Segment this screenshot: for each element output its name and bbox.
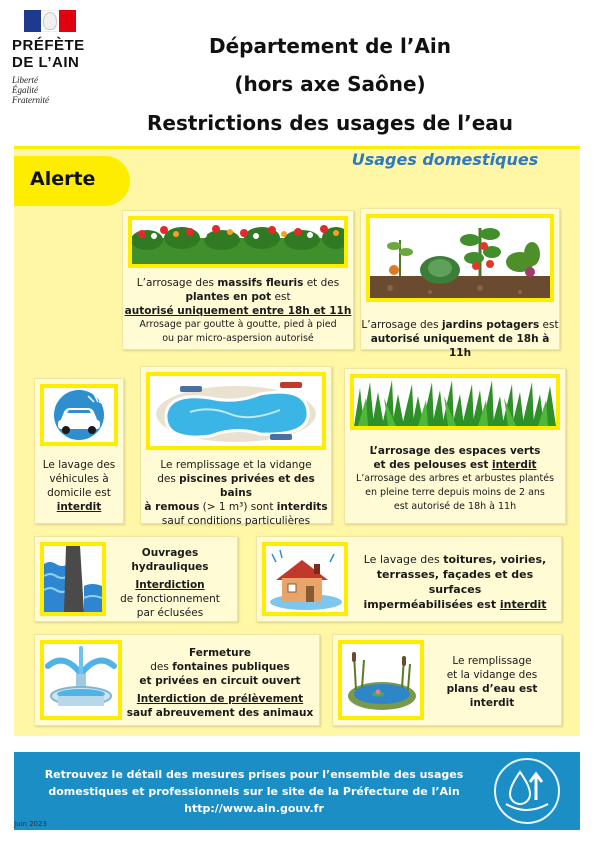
fontaines-line-1: [124, 646, 316, 660]
piscines-line-3-b: à remous: [144, 501, 200, 513]
fontaines-line-5-b: sauf abreuvement des animaux: [126, 707, 314, 719]
card-piscines-text: [140, 458, 332, 528]
card-plans-eau-text: [426, 654, 558, 710]
toitures-line-1-a: Le lavage des: [363, 553, 444, 566]
massifs-line-2: [124, 290, 352, 304]
piscines-line-3: [140, 500, 332, 514]
prefecture-logo: [12, 10, 102, 105]
massifs-line-1-a: L’arrosage des: [136, 277, 218, 289]
publication-date: Juin 2023: [14, 820, 47, 828]
dam-icon: [40, 542, 106, 616]
potagers-line-1: [360, 318, 560, 332]
piscines-line-3-mid: (> 1 m³) sont: [199, 501, 277, 513]
motto-fraternite: Fraternité: [12, 95, 49, 105]
espaces-verts-line-4: en pleine terre depuis moins de 2 ans: [365, 487, 545, 498]
espaces-verts-line-2-u: interdit: [492, 459, 537, 471]
toitures-line-1: [350, 552, 560, 567]
card-potagers-text: [360, 318, 560, 360]
ouvrages-line-2: de fonctionnement: [120, 593, 220, 605]
potagers-line-1-c: est: [539, 319, 559, 331]
espaces-verts-line-2-b: et des pelouses est: [373, 459, 493, 471]
vehicules-line-3: domicile est: [47, 487, 111, 499]
fontaines-line-1-b: Fermeture: [189, 647, 251, 659]
fontaines-line-2: [124, 660, 316, 674]
espaces-verts-line-2: [344, 458, 566, 472]
marianne-flag-icon: [24, 10, 76, 32]
massifs-line-1: [124, 276, 352, 290]
espaces-verts-line-1: [344, 444, 566, 458]
piscines-line-2: [140, 472, 332, 500]
plans-eau-line-3-b: plans d’eau est: [446, 683, 538, 695]
house-icon: [262, 542, 348, 616]
massifs-line-4: Arrosage par goutte à goutte, pied à pied: [139, 319, 337, 330]
card-ouvrages-text: [106, 546, 234, 620]
potagers-line-1-a: L’arrosage des: [361, 319, 442, 331]
toitures-line-2-b: terrasses, façades et des surfaces: [376, 568, 534, 596]
fontaines-line-2-a: des: [150, 661, 173, 673]
page-title-line-2: (hors axe Saône): [234, 72, 426, 96]
ouvrages-line-1: [106, 578, 234, 592]
massifs-line-3: [124, 304, 352, 318]
category-heading: Usages domestiques: [351, 150, 539, 169]
ouvrages-line-3: par éclusées: [136, 607, 204, 619]
fontaines-line-4-b: Interdiction de prélèvement: [136, 693, 304, 705]
page-title-line-1: Département de l’Ain: [208, 34, 451, 58]
plans-eau-line-2: et la vidange des: [446, 669, 538, 681]
plans-eau-line-4-b: interdit: [469, 697, 515, 709]
massifs-line-5: ou par micro-aspersion autorisé: [162, 333, 314, 344]
vegetable-garden-icon: [366, 214, 554, 302]
fountain-icon: [40, 640, 122, 720]
vehicules-line-1: Le lavage des: [42, 459, 116, 471]
fontaines-line-3-b: et privées en circuit ouvert: [139, 675, 301, 687]
piscines-line-4: sauf conditions particulières: [161, 515, 311, 527]
potagers-line-2: [360, 332, 560, 360]
footer-line-2: domestiques et professionnels sur le site de la Préfecture de l’Ain: [48, 785, 460, 798]
car-wash-icon: [40, 384, 118, 446]
plans-eau-line-1: Le remplissage: [452, 655, 532, 667]
massifs-line-2-c: est: [271, 291, 291, 303]
footer-link[interactable]: http://www.ain.gouv.fr: [184, 802, 324, 815]
espaces-verts-line-1-b: L’arrosage des espaces verts: [369, 445, 541, 457]
grass-icon: [350, 374, 560, 430]
toitures-line-3-u: interdit: [499, 598, 547, 611]
motto-liberte: Liberté: [12, 75, 38, 85]
piscines-line-3-b2: interdits: [276, 501, 328, 513]
ouvrages-line-1-b: Interdiction: [135, 579, 205, 591]
espaces-verts-line-5: est autorisé de 18h à 11h: [393, 501, 517, 512]
massifs-line-1-c: et des: [303, 277, 340, 289]
footer-line-1: Retrouvez le détail des mesures prises pour l’ensemble des usages: [44, 768, 464, 781]
plans-eau-line-3: [426, 682, 558, 696]
card-toitures-text: [350, 552, 560, 612]
logo-line-2: DE L’AIN: [12, 54, 80, 71]
piscines-line-2-b: piscines privées et des bains: [179, 473, 315, 499]
card-fontaines-text: [124, 646, 316, 720]
card-espaces-verts-text: [344, 444, 566, 514]
piscines-line-1: Le remplissage et la vidange: [160, 459, 312, 471]
toitures-line-1-b: toitures, voiries,: [443, 553, 547, 566]
fontaines-line-4: [124, 692, 316, 706]
ouvrages-title: [106, 546, 234, 574]
potagers-line-1-b: jardins potagers: [441, 319, 540, 331]
espaces-verts-line-3: L’arrosage des arbres et arbustes plantés: [355, 473, 555, 484]
ouvrages-title-b: Ouvrages hydrauliques: [131, 547, 209, 573]
pool-icon: [146, 372, 326, 450]
massifs-line-3-b: autorisé uniquement entre 18h et 11h: [124, 305, 352, 317]
vehicules-line-2: véhicules à: [49, 473, 109, 485]
fontaines-line-5: [124, 706, 316, 720]
massifs-line-2-b: plantes en pot: [185, 291, 272, 303]
footer-banner: [14, 752, 580, 830]
page-title-line-3: Restrictions des usages de l’eau: [147, 111, 513, 135]
alert-level-badge: Alerte: [14, 156, 130, 206]
massifs-line-1-b: massifs fleuris: [217, 277, 304, 289]
card-massifs-text: [124, 276, 352, 346]
water-emblem-icon: [494, 758, 560, 824]
piscines-line-2-a: des: [157, 473, 180, 485]
card-vehicules-text: [34, 458, 124, 514]
toitures-line-3: [350, 597, 560, 612]
pond-icon: [338, 640, 424, 720]
vehicules-line-4: [34, 500, 124, 514]
plans-eau-line-4: [426, 696, 558, 710]
logo-line-1: PRÉFÈTE: [12, 37, 85, 54]
fontaines-line-3: [124, 674, 316, 688]
flowers-icon: [128, 216, 348, 268]
toitures-line-2: [350, 567, 560, 597]
fontaines-line-2-b: fontaines publiques: [172, 661, 290, 673]
vehicules-line-4-b: interdit: [56, 501, 102, 513]
toitures-line-3-b: imperméabilisées est: [363, 598, 500, 611]
motto-egalite: Égalité: [12, 85, 38, 95]
potagers-line-2-b: autorisé uniquement de 18h à 11h: [370, 333, 550, 359]
